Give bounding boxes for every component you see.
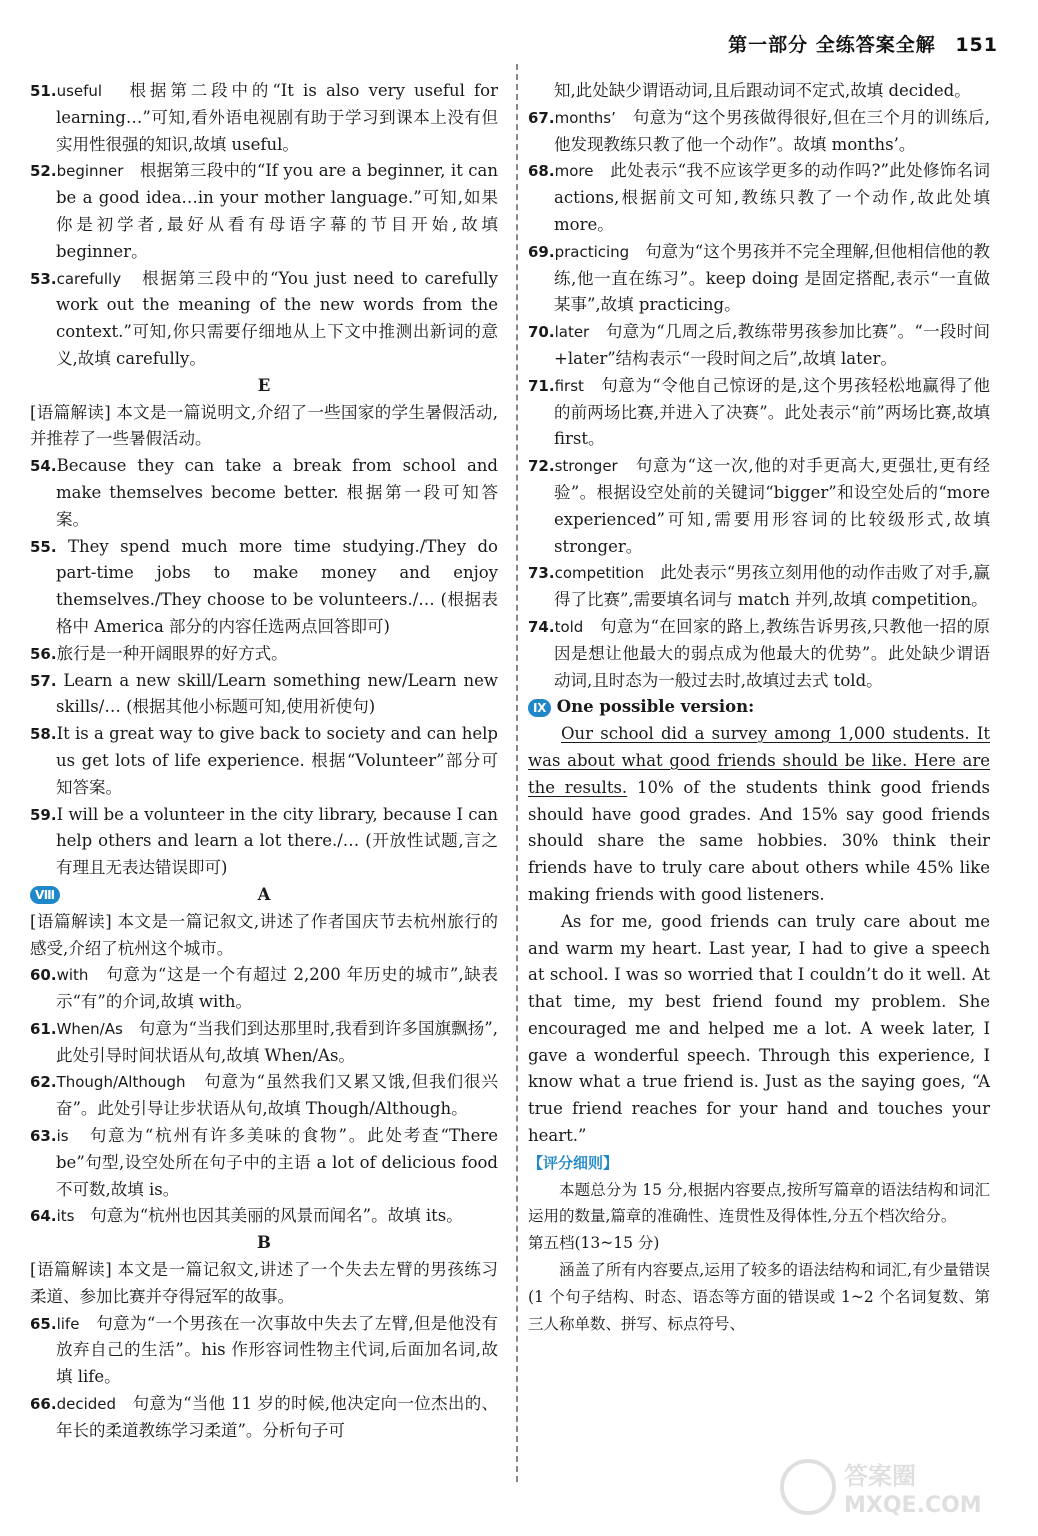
answer-70: 70.later 句意为“几周之后,教练带男孩参加比赛”。“一段时间+later”结构表示“一段时间之后”,故填 later。: [528, 322, 990, 368]
reading-note-e: [语篇解读] 本文是一篇说明文,介绍了一些国家的学生暑假活动,并推荐了一些暑假活动。: [30, 402, 498, 449]
part-viii-row: [30, 882, 498, 909]
answer-58: 58.It is a great way to give back to society and can help us get lots of life experience. 根据“Volunteer”部分可知答案。: [30, 724, 498, 797]
answer-65: 65.life 句意为“一个男孩在一次事故中失去了左臂,但是他没有放弃自己的生活”。his 作形容词性物主代词,后面加名词,故填 life。: [30, 1313, 498, 1387]
right-column: [528, 78, 990, 1337]
section-b-heading: B: [257, 1233, 271, 1253]
page-number: 151: [955, 34, 998, 56]
answer-66: 66.decided 句意为“当他 11 岁的时候,他决定向一位杰出的、年长的柔道教练学习柔道”。分析句子可: [30, 1394, 498, 1440]
answer-62: 62.Though/Although 句意为“虽然我们又累又饿,但我们很兴奋”。此处引导让步状语从句,故填 Though/Although。: [30, 1072, 498, 1119]
section-e-heading: E: [257, 375, 271, 395]
section-a-heading: A: [257, 884, 271, 904]
answer-53: 53.carefully 根据第三段中的“You just need to carefully work out the meaning of the new words from the context.”可知,你只需要仔细地从上下文中推测出新词的意义,故填 carefully。: [30, 268, 498, 368]
essay-paragraph-2: As for me, good friends can truly care about me and warm my heart. Last year, I had to give a speech at school. I was so worried that I couldn’t do it well. At that time, my best friend found my problem. She encouraged me and helped me a lot. A week later, I gave a wonderful speech. Through this experience, I know what a true friend is. Just as the saying goes, “A true friend reaches for your hand and touches your heart.”: [528, 911, 990, 1146]
answer-54: 54.Because they can take a break from school and make themselves become better. 根据第一段可知答案。: [30, 456, 498, 529]
part-ix-heading: [528, 694, 990, 721]
rubric-intro: 本题总分为 15 分,根据内容要点,按所写篇章的语法结构和词汇运用的数量,篇章的准确性、连贯性及得体性,分五个档次给分。: [528, 1180, 990, 1226]
watermark-text-1: 答案圈: [844, 1462, 916, 1490]
version-label: One possible version:: [556, 697, 755, 717]
watermark-logo: [778, 1454, 1008, 1520]
essay-paragraph-1: Our school did a survey among 1,000 students. It was about what good friends should be like. Here are the results. 10% of the students think good friends should have good grades. And 15% say good friends should share the same hobbies. 30% think their friends have to truly care about others while 45% like making friends with good listeners.: [528, 724, 990, 904]
answer-67: 67.months’ 句意为“这个男孩做得很好,但在三个月的训练后,他发现教练只教了他一个动作”。故填 months’。: [528, 107, 990, 154]
answer-59: 59.I will be a volunteer in the city library, because I can help others and learn a lot there./… (开放性试题,言之有理且无表达错误即可): [30, 804, 498, 878]
answer-74: 74.told 句意为“在回家的路上,教练告诉男孩,只教他一招的原因是想让他最大的弱点成为他最大的优势”。此处缺少谓语动词,且时态为一般过去时,故填过去式 told。: [528, 616, 990, 690]
answer-57: 57. Learn a new skill/Learn something new/Learn new skills/… (根据其他小标题可知,使用祈使句): [30, 670, 498, 717]
grade-5-heading: 第五档(13~15 分): [528, 1234, 660, 1253]
rubric-tag: 【评分细则】: [528, 1153, 619, 1172]
answer-72: 72.stronger 句意为“这一次,他的对手更高大,更强壮,更有经验”。根据设空处前的关键词“bigger”和设空处后的“more experienced”可知,需要用形容词的比较级形式,故填 stronger。: [528, 456, 990, 556]
answer-69: 69.practicing 句意为“这个男孩并不完全理解,但他相信他的教练,他一直在练习”。keep doing 是固定搭配,表示“一直做某事”,故填 practicing。: [528, 241, 990, 315]
answer-51: 51.useful 根据第二段中的“It is also very useful for learning…”可知,看外语电视剧有助于学习到课本上没有但实用性很强的知识,故填 useful。: [30, 81, 498, 154]
grade-5-description: 涵盖了所有内容要点,运用了较多的语法结构和词汇,有少量错误(1 个句子结构、时态、语态等方面的错误或 1~2 个名词复数、第三人称单数、拼写、标点符号、: [528, 1261, 990, 1333]
part-ix-badge: Ⅸ: [528, 699, 551, 717]
running-head: [728, 30, 998, 57]
section-title: 第一部分 全练答案全解: [728, 34, 936, 56]
answer-60: 60.with 句意为“这是一个有超过 2,200 年历史的城市”,缺表示“有”的介词,故填 with。: [30, 965, 498, 1012]
watermark-circle-icon: [782, 1461, 834, 1513]
answer-71: 71.first 句意为“令他自己惊讶的是,这个男孩轻松地赢得了他的前两场比赛,并进入了决赛”。此处表示“前”两场比赛,故填 first。: [528, 375, 990, 449]
answer-55: 55. They spend much more time studying./They do part-time jobs to make money and enjoy themselves./They choose to be volunteers./… (根据表格中 America 部分的内容任选两点回答即可): [30, 536, 498, 636]
page-header: [0, 0, 1038, 62]
answer-68: 68.more 此处表示“我不应该学更多的动作吗?”此处修饰名词 actions,根据前文可知,教练只教了一个动作,故此处填 more。: [528, 161, 990, 234]
answer-52: 52.beginner 根据第三段中的“If you are a beginner, it can be a good idea…in your mother language.”可知,如果你是初学者,最好从看有母语字幕的节目开始,故填 beginner。: [30, 161, 498, 261]
answer-61: 61.When/As 句意为“当我们到达那里时,我看到许多国旗飘扬”,此处引导时间状语从句,故填 When/As。: [30, 1018, 498, 1065]
answer-73: 73.competition 此处表示“男孩立刻用他的动作击败了对手,赢得了比赛”,需要填名词与 match 并列,故填 competition。: [528, 563, 990, 610]
reading-note-b: [语篇解读] 本文是一篇记叙文,讲述了一个失去左臂的男孩练习柔道、参加比赛并夺得冠军的故事。: [30, 1260, 498, 1306]
answer-64: 64.its 句意为“杭州也因其美丽的风景而闻名”。故填 its。: [30, 1206, 463, 1226]
left-column: [30, 78, 498, 1445]
answer-56: 56.旅行是一种开阔眼界的好方式。: [30, 643, 288, 663]
column-divider: [516, 64, 518, 1482]
answer-63: 63.is 句意为“杭州有许多美味的食物”。此处考查“There be”句型,设空处所在句子中的主语 a lot of delicious food 不可数,故填 is。: [30, 1126, 498, 1199]
answer-66-continued: 知,此处缺少谓语动词,且后跟动词不定式,故填 decided。: [554, 81, 971, 100]
watermark-text-2: MXQE.COM: [844, 1493, 982, 1518]
reading-note-a: [语篇解读] 本文是一篇记叙文,讲述了作者国庆节去杭州旅行的感受,介绍了杭州这个城市。: [30, 911, 498, 958]
part-viii-badge: Ⅷ: [30, 886, 60, 904]
